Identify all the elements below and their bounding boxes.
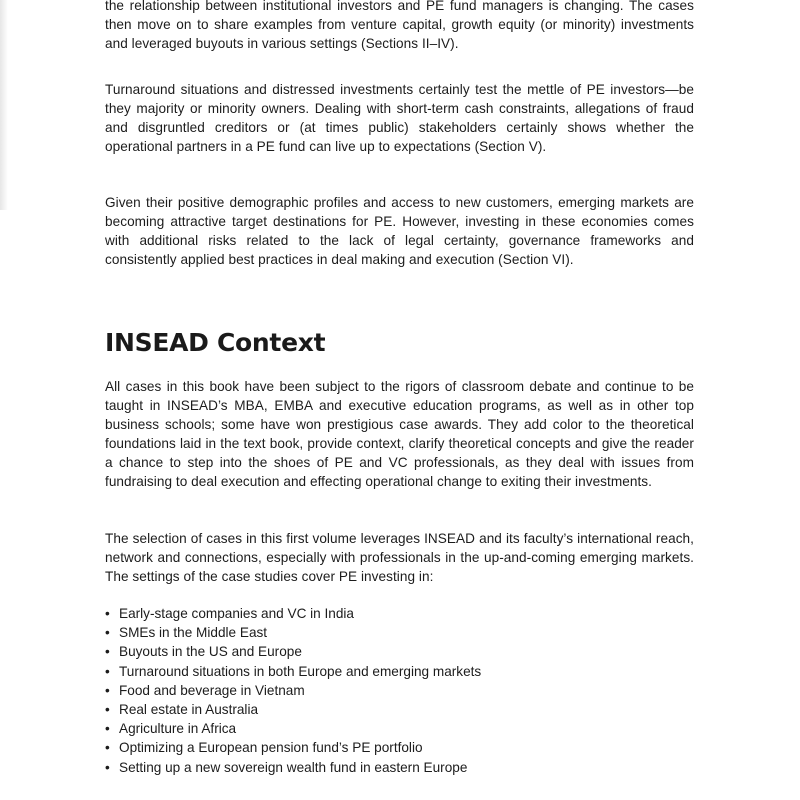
list-item xyxy=(105,623,481,642)
section-heading: INSEAD Context xyxy=(105,328,326,357)
list-item xyxy=(105,738,481,757)
bullet-dot: • xyxy=(105,682,110,698)
list-item-text: Buyouts in the US and Europe xyxy=(119,644,302,660)
list-item-text: Food and beverage in Vietnam xyxy=(119,682,305,698)
bullet-dot: • xyxy=(105,625,110,641)
page-edge-shadow xyxy=(0,0,8,210)
list-item-text: Setting up a new sovereign wealth fund in eastern Europe xyxy=(119,759,468,775)
list-item-text: Agriculture in Africa xyxy=(119,721,237,737)
list-item xyxy=(105,604,481,623)
bullet-dot: • xyxy=(105,644,110,660)
list-item-text: Turnaround situations in both Europe and emerging markets xyxy=(119,663,482,679)
list-item-text: Real estate in Australia xyxy=(119,702,259,718)
paragraph-turnaround: Turnaround situations and distressed investments certainly test the mettle of PE investors—be they majority or minority owners. Dealing with short-term cash constraints, allegations of fraud and disgruntled creditors or (at times public) stakeholders certainly shows whether the operational partners in a PE fund can live up to expectations (Section V). xyxy=(105,82,694,154)
bullet-dot: • xyxy=(105,721,110,737)
list-item-text: SMEs in the Middle East xyxy=(119,625,268,641)
bullet-dot: • xyxy=(105,663,110,679)
list-item xyxy=(105,700,481,719)
bullet-dot: • xyxy=(105,740,110,756)
list-item xyxy=(105,719,481,738)
paragraph-case-selection: The selection of cases in this first volume leverages INSEAD and its faculty’s international reach, network and connections, especially with professionals in the up-and-coming emerging markets. The settings of the case studies cover PE investing in: xyxy=(105,531,694,584)
list-item-text: Early-stage companies and VC in India xyxy=(119,606,354,621)
paragraph-investors-relationship: the relationship between institutional investors and PE fund managers is changing. The cases then move on to share examples from venture capital, growth equity (or minority) investments and leveraged buyouts in various settings (Sections II–IV). xyxy=(105,0,694,51)
paragraph-cases-overview: All cases in this book have been subject to the rigors of classroom debate and continue to be taught in INSEAD’s MBA, EMBA and executive education programs, as well as in other top business schools; some have won prestigious case awards. They add color to the theoretical foundations laid in the text book, provide context, clarify theoretical concepts and give the reader a chance to step into the shoes of PE and VC professionals, as they deal with issues from fundraising to deal execution and effecting operational change to exiting their investments. xyxy=(105,379,694,489)
list-item xyxy=(105,758,481,777)
list-item xyxy=(105,681,481,700)
case-settings-list xyxy=(105,604,481,777)
list-item xyxy=(105,662,481,681)
list-item-text: Optimizing a European pension fund’s PE portfolio xyxy=(119,740,423,756)
list-item xyxy=(105,642,481,661)
bullet-dot: • xyxy=(105,759,110,775)
bullet-dot: • xyxy=(105,606,110,621)
paragraph-emerging-markets: Given their positive demographic profiles and access to new customers, emerging markets are becoming attractive target destinations for PE. However, investing in these economies comes with additional risks related to the lack of legal certainty, governance frameworks and consistently applied best practices in deal making and execution (Section VI). xyxy=(105,195,694,267)
bullet-dot: • xyxy=(105,702,110,718)
